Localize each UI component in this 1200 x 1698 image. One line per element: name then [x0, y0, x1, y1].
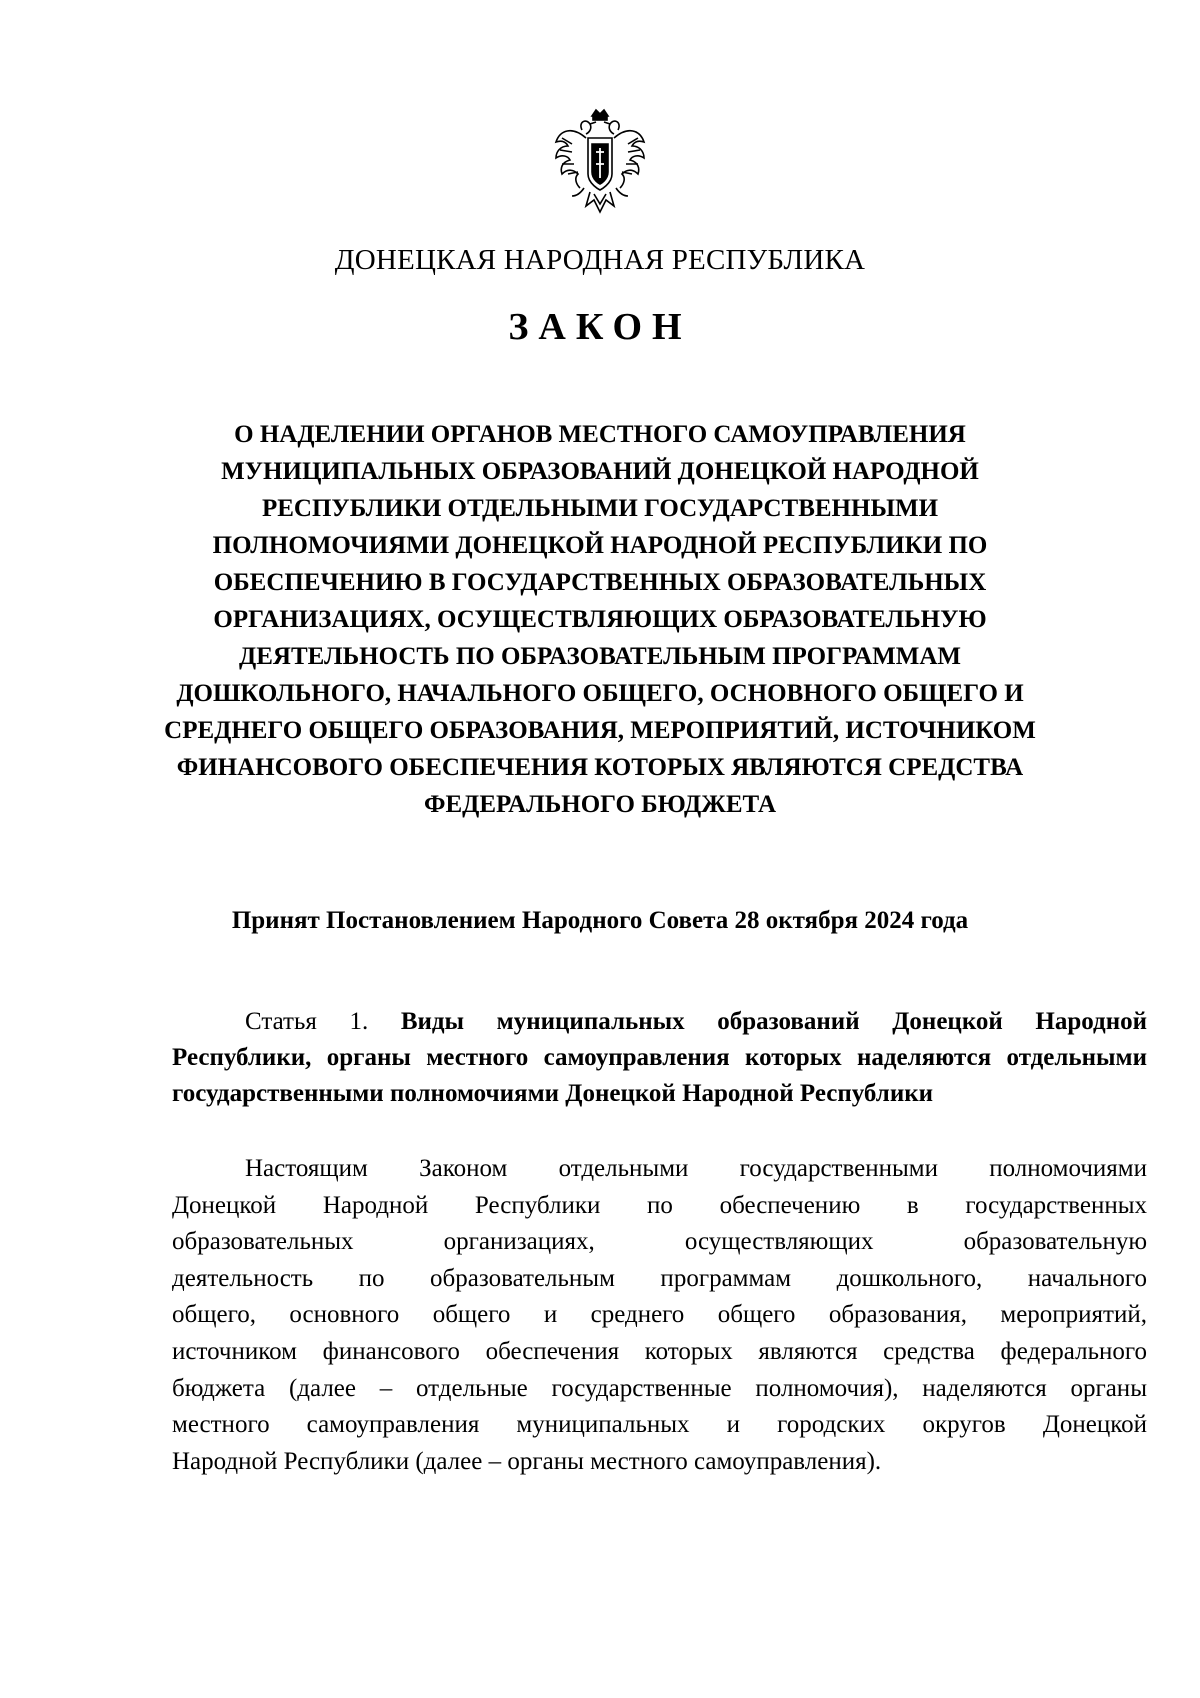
article-1-heading [172, 1004, 1147, 1112]
title-line: ФЕДЕРАЛЬНОГО БЮДЖЕТА [423, 791, 777, 818]
article-1-body [172, 1151, 1147, 1480]
article-heading-line: Республики, органы местного самоуправления которых наделяются отдельными [172, 1044, 1147, 1071]
title-line: ДЕЯТЕЛЬНОСТЬ ПО ОБРАЗОВАТЕЛЬНЫМ ПРОГРАММАМ [239, 643, 961, 670]
title-line: ОБЕСПЕЧЕНИЮ В ГОСУДАРСТВЕННЫХ ОБРАЗОВАТЕЛЬНЫХ [213, 569, 987, 596]
republic-name: ДОНЕЦКАЯ НАРОДНАЯ РЕСПУБЛИКА [334, 244, 866, 276]
article-heading-line: государственными полномочиями Донецкой Народной Республики [172, 1080, 934, 1107]
body-line: деятельность по образовательным программам дошкольного, начального [172, 1264, 1147, 1292]
title-line: СРЕДНЕГО ОБЩЕГО ОБРАЗОВАНИЯ, МЕРОПРИЯТИЙ, ИСТОЧНИКОМ [164, 717, 1036, 744]
body-line: бюджета (далее – отдельные государственные полномочия), наделяются органы [172, 1374, 1147, 1402]
body-line: местного самоуправления муниципальных и городских округов Донецкой [172, 1411, 1147, 1439]
law-title [130, 416, 1070, 823]
body-line: общего, основного общего и среднего общего образования, мероприятий, [172, 1301, 1147, 1329]
document-type: ЗАКОН [508, 306, 692, 348]
title-line: ПОЛНОМОЧИЯМИ ДОНЕЦКОЙ НАРОДНОЙ РЕСПУБЛИКИ ПО [212, 532, 988, 559]
title-line: МУНИЦИПАЛЬНЫХ ОБРАЗОВАНИЙ ДОНЕЦКОЙ НАРОДНОЙ [221, 458, 979, 485]
body-line: Народной Республики (далее – органы местного самоуправления). [172, 1447, 882, 1475]
title-line: РЕСПУБЛИКИ ОТДЕЛЬНЫМИ ГОСУДАРСТВЕННЫМИ [261, 495, 939, 522]
title-line: ОРГАНИЗАЦИЯХ, ОСУЩЕСТВЛЯЮЩИХ ОБРАЗОВАТЕЛЬНУЮ [213, 606, 987, 633]
article-label: Статья 1. [245, 1008, 401, 1035]
body-line: источником финансового обеспечения которых являются средства федерального [172, 1337, 1147, 1365]
title-line: ФИНАНСОВОГО ОБЕСПЕЧЕНИЯ КОТОРЫХ ЯВЛЯЮТСЯ СРЕДСТВА [176, 754, 1024, 781]
body-line: Настоящим Законом отдельными государственными полномочиями [245, 1155, 1147, 1182]
body-line: образовательных организациях, осуществляющих образовательную [172, 1228, 1147, 1256]
title-line: О НАДЕЛЕНИИ ОРГАНОВ МЕСТНОГО САМОУПРАВЛЕНИЯ [234, 421, 966, 448]
body-line: Донецкой Народной Республики по обеспечению в государственных [172, 1191, 1147, 1219]
coat-of-arms-icon [552, 108, 648, 218]
title-line: ДОШКОЛЬНОГО, НАЧАЛЬНОГО ОБЩЕГО, ОСНОВНОГО ОБЩЕГО И [176, 680, 1024, 707]
article-heading-line [172, 1004, 1147, 1040]
adoption-note: Принят Постановлением Народного Совета 28 октября 2024 года [231, 907, 969, 934]
article-heading-text: Виды муниципальных образований Донецкой Народной [400, 1008, 1148, 1035]
